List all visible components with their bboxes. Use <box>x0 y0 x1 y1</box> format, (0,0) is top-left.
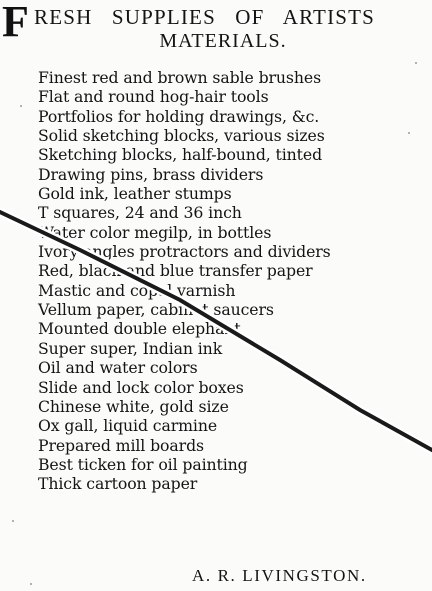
list-item: Sketching blocks, half-bound, tinted <box>38 146 323 165</box>
list-item: Thick cartoon paper <box>38 475 198 494</box>
list-item: Finest red and brown sable brushes <box>38 69 322 87</box>
list-item: Chinese white, gold size <box>38 397 229 416</box>
paper-speck <box>415 62 417 64</box>
heading-line-2: MATERIALS. <box>159 30 287 52</box>
list-item: T squares, 24 and 36 inch <box>38 204 242 223</box>
list-item: Ivory angles protractors and dividers <box>38 243 331 262</box>
list-item: Red, black and blue transfer paper <box>38 262 313 281</box>
list-item: Drawing pins, brass dividers <box>38 165 264 184</box>
list-item: Ox gall, liquid carmine <box>38 417 218 436</box>
list-item: Water color megilp, in bottles <box>38 223 272 242</box>
list-item: Oil and water colors <box>38 359 198 378</box>
list-item: Portfolios for holding drawings, &c. <box>38 107 320 126</box>
list-item: Prepared mill boards <box>38 436 204 455</box>
advertiser-signature: A. R. LIVINGSTON. <box>192 566 367 585</box>
list-item: Solid sketching blocks, various sizes <box>38 127 325 146</box>
list-item: Slide and lock color boxes <box>38 378 244 397</box>
paper-speck <box>12 520 14 522</box>
paper-speck <box>408 132 410 134</box>
list-item: Super super, Indian ink <box>38 339 223 358</box>
paper-speck <box>20 105 22 107</box>
paper-speck <box>30 583 32 585</box>
list-item: Mastic and copal varnish <box>38 281 236 300</box>
list-item: Gold ink, leather stumps <box>38 185 232 204</box>
supplies-list <box>38 69 331 495</box>
list-item: Mounted double elephant <box>38 320 241 339</box>
list-item: Best ticken for oil painting <box>38 455 248 474</box>
list-item: Vellum paper, cabinet saucers <box>38 301 274 320</box>
list-item: Flat and round hog-hair tools <box>38 88 269 107</box>
drop-cap-letter: F <box>2 0 29 46</box>
heading-line-1: RESH SUPPLIES OF ARTISTS <box>34 5 376 29</box>
